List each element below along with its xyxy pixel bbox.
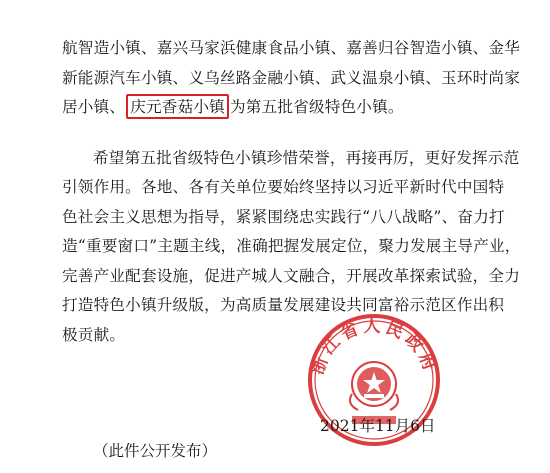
paragraph1-line2: 新能源汽车小镇、义乌丝路金融小镇、武义温泉小镇、玉环时尚家	[62, 69, 521, 87]
paragraph2-line5: 完善产业配套设施，促进产城人文融合，开展改革探索试验，全力	[62, 267, 521, 285]
highlighted-town-name: 庆元香菇小镇	[126, 94, 229, 119]
document-date: 2021年11月6日	[320, 417, 436, 435]
paragraph2-line4: 造“重要窗口”主题主线，准确把握发展定位，聚力发展主导产业，	[62, 237, 521, 255]
paragraph1-line1: 航智造小镇、嘉兴马家浜健康食品小镇、嘉善归谷智造小镇、金华	[62, 39, 521, 57]
paragraph2-line1: 希望第五批省级特色小镇珍惜荣誉，再接再厉，更好发挥示范	[93, 149, 520, 167]
paragraph2-line6: 打造特色小镇升级版，为高质量发展建设共同富裕示范区作出积	[62, 296, 505, 314]
paragraph2-line7: 极贡献。	[62, 326, 126, 344]
line3-suffix: 为第五批省级特色小镇。	[229, 98, 404, 116]
seal-text: 浙江省人民政府	[307, 316, 441, 378]
paragraph1-line3	[62, 96, 404, 119]
publication-note: （此件公开发布）	[93, 442, 218, 460]
paragraph2-line2: 引领作用。各地、各有关单位要始终坚持以习近平新时代中国特	[62, 178, 505, 196]
paragraph2-line3: 色社会主义思想为指导，紧紧围绕忠实践行“八八战略”、奋力打	[62, 208, 505, 226]
line3-prefix: 居小镇、	[62, 98, 126, 116]
